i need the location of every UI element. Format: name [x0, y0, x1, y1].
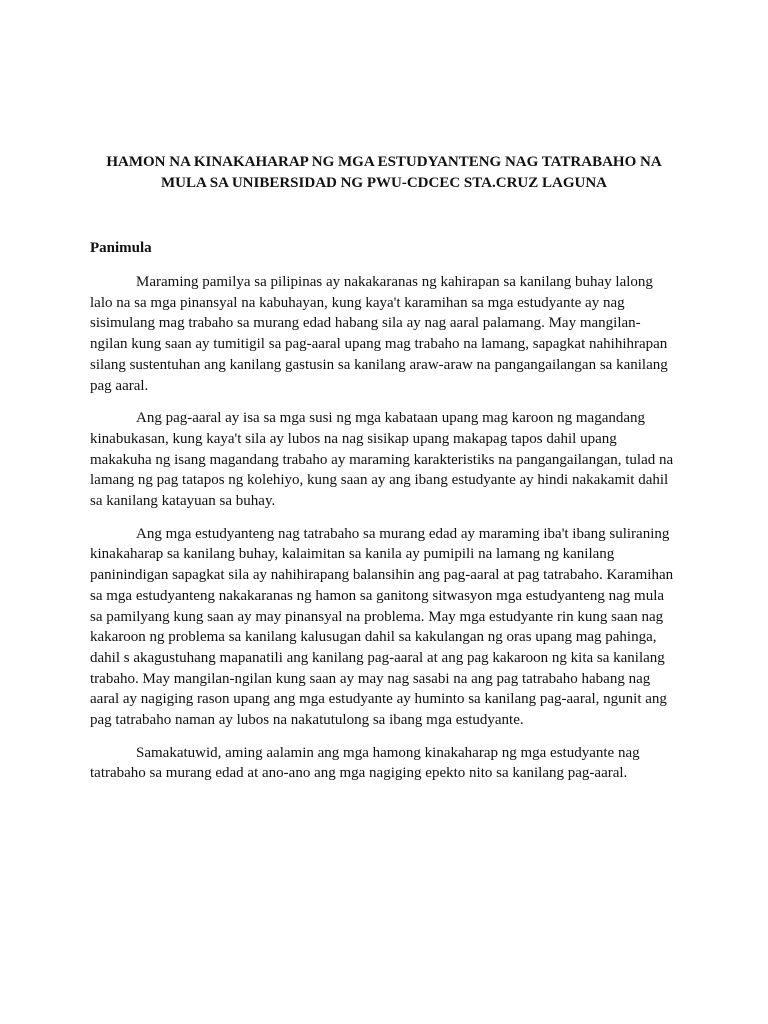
paragraph-line: pag tatrabaho naman ay lubos na nakatutulong sa ibang mga estudyante. [90, 712, 524, 729]
paragraph-line: sisimulang mag trabaho sa murang edad habang sila ay nag aaral palamang. May mangilan- [90, 315, 641, 332]
paragraph-line: kakaroon ng problema sa kanilang kalusugan dahil sa kakulangan ng oras upang mag pahinga, [90, 629, 657, 646]
paragraph-line: Maraming pamilya sa pilipinas ay nakakaranas ng kahirapan sa kanilang buhay lalong [136, 274, 653, 290]
paragraph-line: Samakatuwid, aming aalamin ang mga hamong kinakaharap ng mga estudyante nag [136, 744, 640, 761]
paragraph-line: trabaho. May mangilan-ngilan kung saan ay may nag sasabi na ang pag tatrabaho habang nag [90, 670, 651, 687]
title-line-1: HAMON NA KINAKAHARAP NG MGA ESTUDYANTENG NAG TATRABAHO NA [106, 154, 662, 170]
paragraph-line: sa kanilang katayuan sa buhay. [90, 493, 276, 510]
paragraph-line: Ang pag-aaral ay isa sa mga susi ng mga kabataan upang mag karoon ng magandang [136, 410, 646, 427]
paragraph-line: kinabukasan, kung kaya't sila ay lubos na nag sisikap upang makapag tapos dahil upang [90, 430, 617, 447]
paragraph-line: dahil s akagustuhang mapanatili ang kanilang pag-aaral at ang pag kakaroon ng kita sa kanilang [90, 649, 665, 666]
document-title [90, 152, 678, 194]
paragraph-line: ngilan kung saan ay tumitigil sa pag-aaral upang mag trabaho na lamang, sapagkat nahihihrapan [90, 336, 668, 353]
paragraph-4 [90, 743, 678, 784]
paragraph-1 [90, 272, 678, 396]
paragraph-line: sa mga estudyanteng nakakaranas ng hamon sa ganitong sitwasyon mga estudyanteng nag mula [90, 587, 665, 604]
paragraph-line: tatrabaho sa murang edad at ano-ano ang mga nagiging epekto nito sa kanilang pag-aaral. [90, 765, 628, 782]
paragraph-line: silang sustentuhan ang kanilang gastusin sa kanilang araw-araw na pangangailangan sa kanilang [90, 356, 668, 373]
paragraph-2 [90, 408, 678, 512]
paragraph-line: lamang ng pag tatapos ng kolehiyo, kung saan ay ang ibang estudyante ay hindi nakakamit dahil [90, 472, 669, 489]
title-line-2: MULA SA UNIBERSIDAD NG PWU-CDCEC STA.CRUZ LAGUNA [160, 175, 607, 191]
paragraph-line: aaral ay nagiging rason upang ang mga estudyante ay huminto sa kanilang pag-aaral, ngunit ang [90, 691, 667, 708]
paragraph-line: sa pamilyang kung saan ay may pinansyal na problema. May mga estudyante rin kung saan nag [90, 608, 664, 625]
paragraph-3 [90, 524, 678, 731]
paragraph-line: Ang mga estudyanteng nag tatrabaho sa murang edad ay maraming iba't ibang suliraning [136, 525, 670, 542]
paragraph-line: makakuha ng isang magandang trabaho ay maraming karakteristiks na pangangailangan, tulad na [90, 451, 674, 468]
paragraph-line: pag aaral. [90, 377, 149, 394]
document-body [90, 272, 678, 796]
paragraph-line: paninindigan sapagkat sila ay nahihirapang balansihin ang pag-aaral at pag tatrabaho. Karamihan [90, 567, 674, 584]
paragraph-line: lalo na sa mga pinansyal na kabuhayan, kung kaya't karamihan sa mga estudyante ay nag [90, 294, 625, 311]
paragraph-line: kinakaharap sa kanilang buhay, kalaimitan sa kanila ay pumipili na lamang ng kanilang [90, 546, 615, 563]
section-heading: Panimula [90, 240, 152, 256]
